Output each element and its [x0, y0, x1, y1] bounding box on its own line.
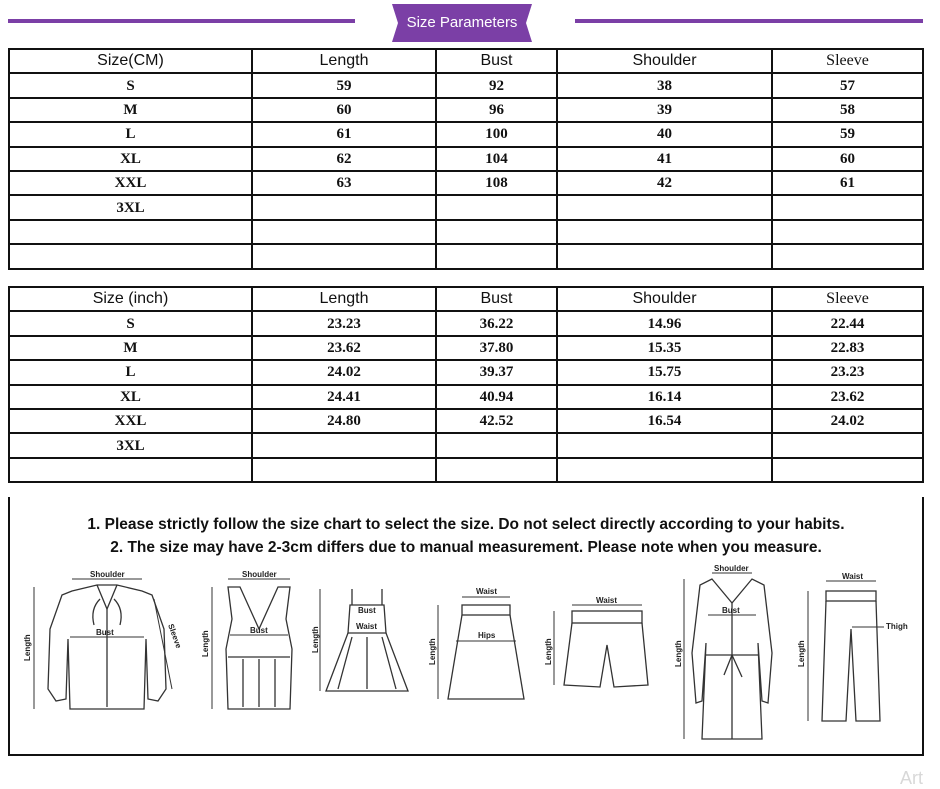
watermark: Art — [900, 768, 924, 788]
table-cell: 39 — [557, 98, 772, 122]
table-cell: 15.35 — [557, 336, 772, 360]
table-cell — [9, 244, 252, 268]
table-row — [9, 433, 923, 457]
skirt-waist-label: Waist — [476, 587, 498, 596]
table-cell — [436, 244, 557, 268]
shirt-illustration — [22, 569, 192, 719]
table-cell — [252, 433, 436, 457]
skirt-length-label: Length — [428, 638, 437, 665]
table-cell: XXL — [9, 409, 252, 433]
table-cell: 60 — [252, 98, 436, 122]
table-cell: 24.02 — [772, 409, 923, 433]
table-cell: 3XL — [9, 195, 252, 219]
table-cell — [557, 195, 772, 219]
table-row — [9, 147, 923, 171]
table-cell: L — [9, 122, 252, 146]
table-row — [9, 171, 923, 195]
tank-measure-figure — [198, 569, 308, 719]
table-cell: 59 — [252, 73, 436, 97]
table-cell — [436, 433, 557, 457]
tank-illustration — [198, 569, 308, 719]
table-cell — [557, 220, 772, 244]
shirt-sleeve-label: Sleeve — [166, 622, 184, 650]
table-cell: 60 — [772, 147, 923, 171]
table-row — [9, 73, 923, 97]
table-cell: 57 — [772, 73, 923, 97]
table-header-row — [9, 287, 923, 311]
table-row — [9, 458, 923, 482]
table-cell — [557, 458, 772, 482]
skirt-measure-figure — [426, 581, 536, 701]
coat-shoulder-label: Shoulder — [714, 564, 749, 573]
table-cell — [9, 220, 252, 244]
table-cell: 92 — [436, 73, 557, 97]
table-cell: 14.96 — [557, 311, 772, 335]
pants-measure-figure — [792, 569, 912, 729]
column-header: Shoulder — [557, 287, 772, 311]
table-cell — [557, 433, 772, 457]
table-cell: 62 — [252, 147, 436, 171]
table-cell: 41 — [557, 147, 772, 171]
column-header: Length — [252, 49, 436, 73]
dress-length-label: Length — [311, 626, 320, 653]
shirt-length-label: Length — [23, 634, 32, 661]
table-row — [9, 98, 923, 122]
table-row — [9, 385, 923, 409]
shorts-measure-figure — [542, 595, 652, 695]
size-table-cm — [8, 48, 924, 270]
table-cell: 16.54 — [557, 409, 772, 433]
table-cell — [252, 458, 436, 482]
table-cell: L — [9, 360, 252, 384]
table-cell — [772, 244, 923, 268]
table-cell: 63 — [252, 171, 436, 195]
table-row — [9, 244, 923, 268]
column-header: Bust — [436, 49, 557, 73]
pants-waist-label: Waist — [842, 572, 864, 581]
table-cell — [252, 244, 436, 268]
dress-bust-label: Bust — [358, 606, 376, 615]
table-cell: XL — [9, 385, 252, 409]
header-title: Size Parameters — [406, 13, 518, 31]
dress-illustration — [312, 583, 422, 703]
table-cell: 100 — [436, 122, 557, 146]
size-table-inch — [8, 286, 924, 483]
table-row — [9, 409, 923, 433]
shorts-length-label: Length — [544, 638, 553, 665]
table-cell: 104 — [436, 147, 557, 171]
note-line-2: 2. The size may have 2-3cm differs due to manual measurement. Please note when you measure. — [110, 539, 822, 556]
coat-illustration — [672, 563, 782, 748]
table-row — [9, 360, 923, 384]
table-cell: 22.44 — [772, 311, 923, 335]
table-cell: S — [9, 73, 252, 97]
table-cell: 96 — [436, 98, 557, 122]
column-header: Length — [252, 287, 436, 311]
table-cell — [772, 433, 923, 457]
table-cell — [252, 220, 436, 244]
table-cell — [436, 195, 557, 219]
table-cell: 24.02 — [252, 360, 436, 384]
table-cell: 40 — [557, 122, 772, 146]
table-cell: 58 — [772, 98, 923, 122]
table-cell: 24.41 — [252, 385, 436, 409]
table-cell — [772, 458, 923, 482]
table-cell: 22.83 — [772, 336, 923, 360]
skirt-illustration — [426, 581, 536, 701]
table-row — [9, 336, 923, 360]
table-cell — [772, 195, 923, 219]
column-header: Bust — [436, 287, 557, 311]
table-cell: 39.37 — [436, 360, 557, 384]
tank-bust-label: Bust — [250, 626, 268, 635]
table-cell: 59 — [772, 122, 923, 146]
table-cell: 40.94 — [436, 385, 557, 409]
table-cell: 23.62 — [252, 336, 436, 360]
table-cell: 3XL — [9, 433, 252, 457]
dress-waist-label: Waist — [356, 622, 378, 631]
pants-illustration — [792, 569, 912, 729]
dress-measure-figure — [312, 583, 422, 703]
table-cell — [436, 220, 557, 244]
table-cell: M — [9, 336, 252, 360]
table-cell: XXL — [9, 171, 252, 195]
coat-length-label: Length — [674, 640, 683, 667]
table-cell — [772, 220, 923, 244]
table-cell: 38 — [557, 73, 772, 97]
shirt-measure-figure — [22, 569, 192, 719]
notes-panel — [8, 497, 924, 756]
table-cell — [252, 195, 436, 219]
table-cell: 37.80 — [436, 336, 557, 360]
shirt-bust-label: Bust — [96, 628, 114, 637]
table-cell: 23.23 — [772, 360, 923, 384]
table-cell: 42 — [557, 171, 772, 195]
skirt-hips-label: Hips — [478, 631, 496, 640]
table-cell: 36.22 — [436, 311, 557, 335]
coat-bust-label: Bust — [722, 606, 740, 615]
table-cell: 23.62 — [772, 385, 923, 409]
pants-thigh-label: Thigh — [886, 622, 908, 631]
shorts-illustration — [542, 595, 652, 695]
table-cell — [9, 458, 252, 482]
table-cell: XL — [9, 147, 252, 171]
shirt-shoulder-label: Shoulder — [90, 570, 125, 579]
column-header: Sleeve — [772, 49, 923, 73]
column-header: Shoulder — [557, 49, 772, 73]
pants-length-label: Length — [797, 640, 806, 667]
table-cell: 16.14 — [557, 385, 772, 409]
header-line-left — [8, 19, 355, 23]
note-line-1: 1. Please strictly follow the size chart to select the size. Do not select directly according to your habits. — [87, 516, 845, 533]
table-row — [9, 220, 923, 244]
table-cell: M — [9, 98, 252, 122]
table-cell: 61 — [252, 122, 436, 146]
column-header: Size (inch) — [9, 287, 252, 311]
shorts-waist-label: Waist — [596, 596, 618, 605]
coat-measure-figure — [672, 563, 782, 748]
table-cell: 42.52 — [436, 409, 557, 433]
table-cell: 23.23 — [252, 311, 436, 335]
header-line-right — [575, 19, 923, 23]
table-cell: 15.75 — [557, 360, 772, 384]
tank-shoulder-label: Shoulder — [242, 570, 277, 579]
column-header: Size(CM) — [9, 49, 252, 73]
table-row — [9, 195, 923, 219]
column-header: Sleeve — [772, 287, 923, 311]
table-cell: S — [9, 311, 252, 335]
tank-length-label: Length — [201, 630, 210, 657]
table-row — [9, 122, 923, 146]
table-row — [9, 311, 923, 335]
table-cell: 61 — [772, 171, 923, 195]
table-header-row — [9, 49, 923, 73]
table-cell — [436, 458, 557, 482]
table-cell: 108 — [436, 171, 557, 195]
table-cell — [557, 244, 772, 268]
table-cell: 24.80 — [252, 409, 436, 433]
